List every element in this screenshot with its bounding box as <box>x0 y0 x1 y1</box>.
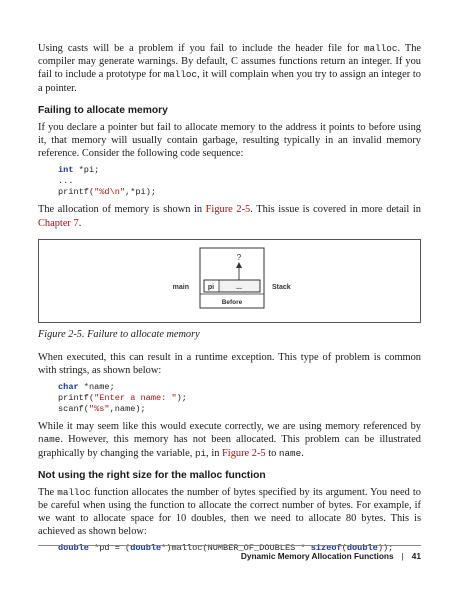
code-string: "%s" <box>88 404 110 415</box>
paragraph-unallocated-name <box>38 420 421 460</box>
code-block-strings <box>38 382 421 415</box>
paragraph-allocation-shown <box>38 203 421 229</box>
pi-label: pi <box>207 283 215 291</box>
figure-link[interactable]: Figure 2-5 <box>222 447 266 459</box>
text-run: The <box>38 486 58 498</box>
stack-label: Stack <box>272 283 291 291</box>
text-run: The allocation of memory is shown in <box>38 204 206 216</box>
figure-link[interactable]: Figure 2-5 <box>205 204 251 216</box>
unknown-address-label: ? <box>236 252 242 262</box>
code-block-pointer <box>38 165 421 198</box>
text-run: Using casts will be a problem if you fail to include the header file for <box>38 43 364 54</box>
inline-code: name <box>278 447 302 459</box>
page-content <box>38 42 421 554</box>
code-text: printf( <box>58 393 95 404</box>
code-text: )); <box>377 542 394 553</box>
code-string: "%d\n" <box>94 187 126 198</box>
figure-2-5 <box>38 239 421 323</box>
code-text: *pi; <box>73 165 100 176</box>
code-text: ... <box>58 176 74 187</box>
before-label: Before <box>221 298 243 306</box>
text-run: , in <box>206 447 223 459</box>
code-text: scanf( <box>58 404 89 415</box>
section-heading-failing-to-allocate: Failing to allocate memory <box>38 104 168 116</box>
page-footer <box>241 551 421 561</box>
figure-caption: Figure 2-5. Failure to allocate memory <box>38 328 200 340</box>
code-string: "Enter a name: " <box>94 393 177 404</box>
code-keyword: sizeof <box>310 542 342 553</box>
code-text: ,name); <box>109 404 146 415</box>
paragraph-uninitialized-pointer: If you declare a pointer but fail to allocate memory to the address it points to before using it, that memory will usually contain garbage, resulting typically in an invalid memory reference. Consider the following code sequence: <box>38 121 421 160</box>
code-text: ); <box>176 393 187 404</box>
main-label: main <box>172 283 189 291</box>
paragraph-runtime-exception: When executed, this can result in a runtime exception. This type of problem is common with strings, as shown below: <box>38 351 421 377</box>
code-text: *name; <box>78 382 115 393</box>
text-run: While it may seem like this would execute correctly, we are using memory referenced by <box>38 421 421 433</box>
text-run: . This issue is covered in more detail in <box>250 204 421 216</box>
section-heading-malloc-size: Not using the right size for the malloc function <box>38 469 266 481</box>
memory-diagram <box>39 240 420 322</box>
text-run: . The compiler may generate warnings. By default, C assumes functions return an integer. If you fail to include a prototype for <box>38 43 421 81</box>
chapter-link[interactable]: Chapter 7 <box>38 217 79 229</box>
code-keyword: int <box>58 165 74 176</box>
page-number: 41 <box>411 551 421 561</box>
code-keyword: double <box>130 542 162 553</box>
text-run: to <box>265 447 279 459</box>
code-text: *)malloc(NUMBER_OF_DOUBLES * <box>161 542 311 553</box>
code-keyword: double <box>58 542 89 553</box>
inline-code: pi <box>194 447 207 459</box>
footer-rule <box>38 545 421 546</box>
inline-code: malloc <box>363 43 398 54</box>
footer-section-title: Dynamic Memory Allocation Functions <box>240 551 394 561</box>
code-keyword: double <box>346 542 378 553</box>
code-text: ( <box>341 542 347 553</box>
inline-code: malloc <box>57 486 91 498</box>
code-keyword: char <box>58 382 79 393</box>
footer-separator: | <box>401 551 404 561</box>
code-text: ,*pi); <box>125 187 157 198</box>
text-run: . <box>78 217 82 229</box>
code-text: printf( <box>58 187 95 198</box>
inline-code: name <box>38 434 61 446</box>
paragraph-malloc-bytes <box>38 486 421 539</box>
text-run: , it will complain when you try to assign an integer to a pointer. <box>38 69 421 94</box>
inline-code: malloc <box>163 69 198 81</box>
code-text: *pd = ( <box>88 542 131 553</box>
paragraph-malloc-casts <box>38 42 421 95</box>
text-run: function allocates the number of bytes specified by its argument. You need to be careful when using the function to allocate the correct number of bytes. For example, if we want to allocate space for 10 doubles, then we need to allocate 80 bytes. This is achieved as shown below: <box>38 486 421 538</box>
text-run: . <box>301 447 304 459</box>
text-run: . However, this memory has not been allocated. This problem can be illustrated graphically by changing the variable, <box>38 434 421 459</box>
pi-value-label: ... <box>236 283 242 291</box>
